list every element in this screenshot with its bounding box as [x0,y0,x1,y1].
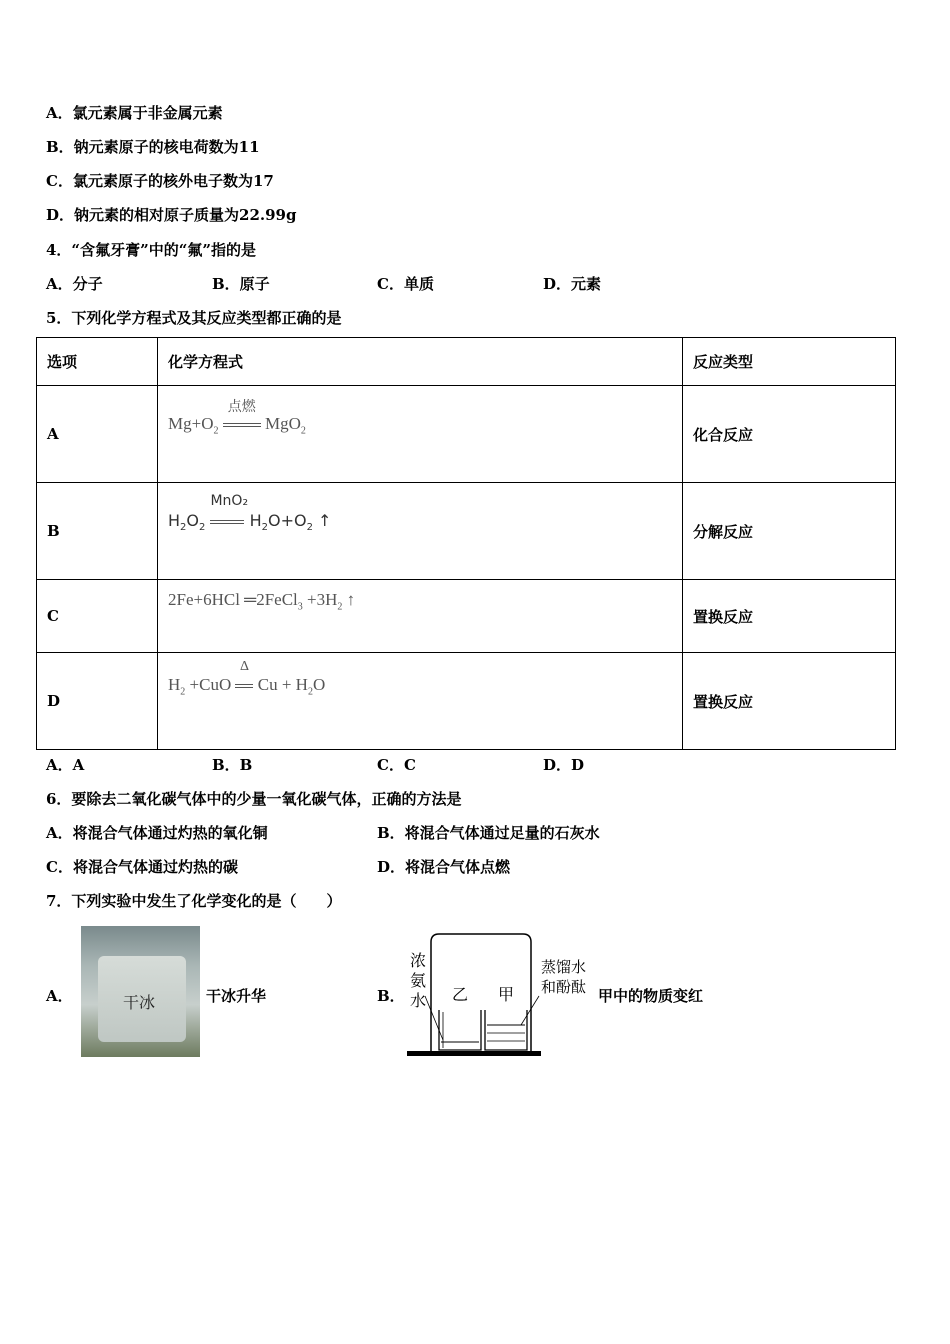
label-phenolphthalein: 和酚酞 [541,978,587,996]
condition-catalyst: MnO₂ [210,493,249,509]
q4-option-b: B．原子 [212,275,270,293]
q5-table [36,337,896,750]
condition-heat: Δ [239,659,249,674]
label-beaker-jia: 甲 [498,985,515,1004]
header-equation: 化学方程式 [158,338,683,386]
row-b-equation: $H_2O_2$ MnO₂ $H_2O+O_2$ ↑ [158,483,683,580]
q6-option-a: A．将混合气体通过灼热的氧化铜 [46,824,268,842]
row-d-equation: $H_2 +CuO$ Δ $Cu + H_2O$ [158,653,683,750]
q7-option-b-label: B． [377,987,405,1005]
condition-ignite: 点燃 [227,400,256,415]
q3-option-a: A．氯元素属于非金属元素 [46,104,223,122]
row-a-label: A [37,386,158,483]
ammonia-diffusion-apparatus [403,930,598,1058]
q6-question: 6．要除去二氧化碳气体中的少量一氧化碳气体，正确的方法是 [46,790,462,808]
row-c-label: C [37,580,158,653]
label-conc-1: 浓 [410,951,427,970]
header-option: 选项 [37,338,158,386]
table-row [37,653,896,750]
label-conc-2: 氨 [410,971,427,990]
label-beaker-yi: 乙 [452,985,469,1004]
row-b-type: 分解反应 [683,483,896,580]
row-a-type: 化合反应 [683,386,896,483]
q5-option-c: C．C [377,756,416,774]
q3-option-b: B．钠元素原子的核电荷数为11 [46,138,260,156]
q7-option-a-caption: 干冰升华 [206,987,267,1005]
row-a-equation: $Mg+O_2$ 点燃 MgO$_2$ [158,386,683,483]
q4-option-a: A．分子 [46,275,103,293]
dry-ice-photo [81,926,200,1057]
row-c-type: 置换反应 [683,580,896,653]
table-row [37,386,896,483]
dry-ice-photo-label: 干冰 [123,993,156,1012]
row-c-equation: 2Fe+6HCl ═2FeCl$_3$ $+3H_2$ ↑ [158,580,683,653]
row-d-label: D [37,653,158,750]
q5-question: 5．下列化学方程式及其反应类型都正确的是 [46,309,342,327]
q7-option-a-label: A． [46,987,73,1005]
q7-option-b-caption: 甲中的物质变红 [598,987,704,1005]
label-distilled-water: 蒸馏水 [541,958,587,976]
table-header-row [37,338,896,386]
q3-option-c: C．氯元素原子的核外电子数为17 [46,172,274,190]
q5-option-a: A．A [46,756,85,774]
q4-option-c: C．单质 [377,275,434,293]
header-reaction-type: 反应类型 [683,338,896,386]
q6-option-c: C．将混合气体通过灼热的碳 [46,858,238,876]
table-row [37,580,896,653]
q4-option-d: D．元素 [543,275,602,293]
q5-option-d: D．D [543,756,585,774]
q5-option-b: B．B [212,756,253,774]
row-d-type: 置换反应 [683,653,896,750]
q6-option-b: B．将混合气体通过足量的石灰水 [377,824,600,842]
row-b-label: B [37,483,158,580]
q7-question: 7．下列实验中发生了化学变化的是（ ） [46,892,342,910]
label-conc-3: 水 [410,991,427,1010]
q6-option-d: D．将混合气体点燃 [377,858,511,876]
q4-question: 4．“含氟牙膏”中的“氟”指的是 [46,241,256,259]
q3-option-d: D．钠元素的相对原子质量为22.99g [46,206,297,224]
table-row [37,483,896,580]
